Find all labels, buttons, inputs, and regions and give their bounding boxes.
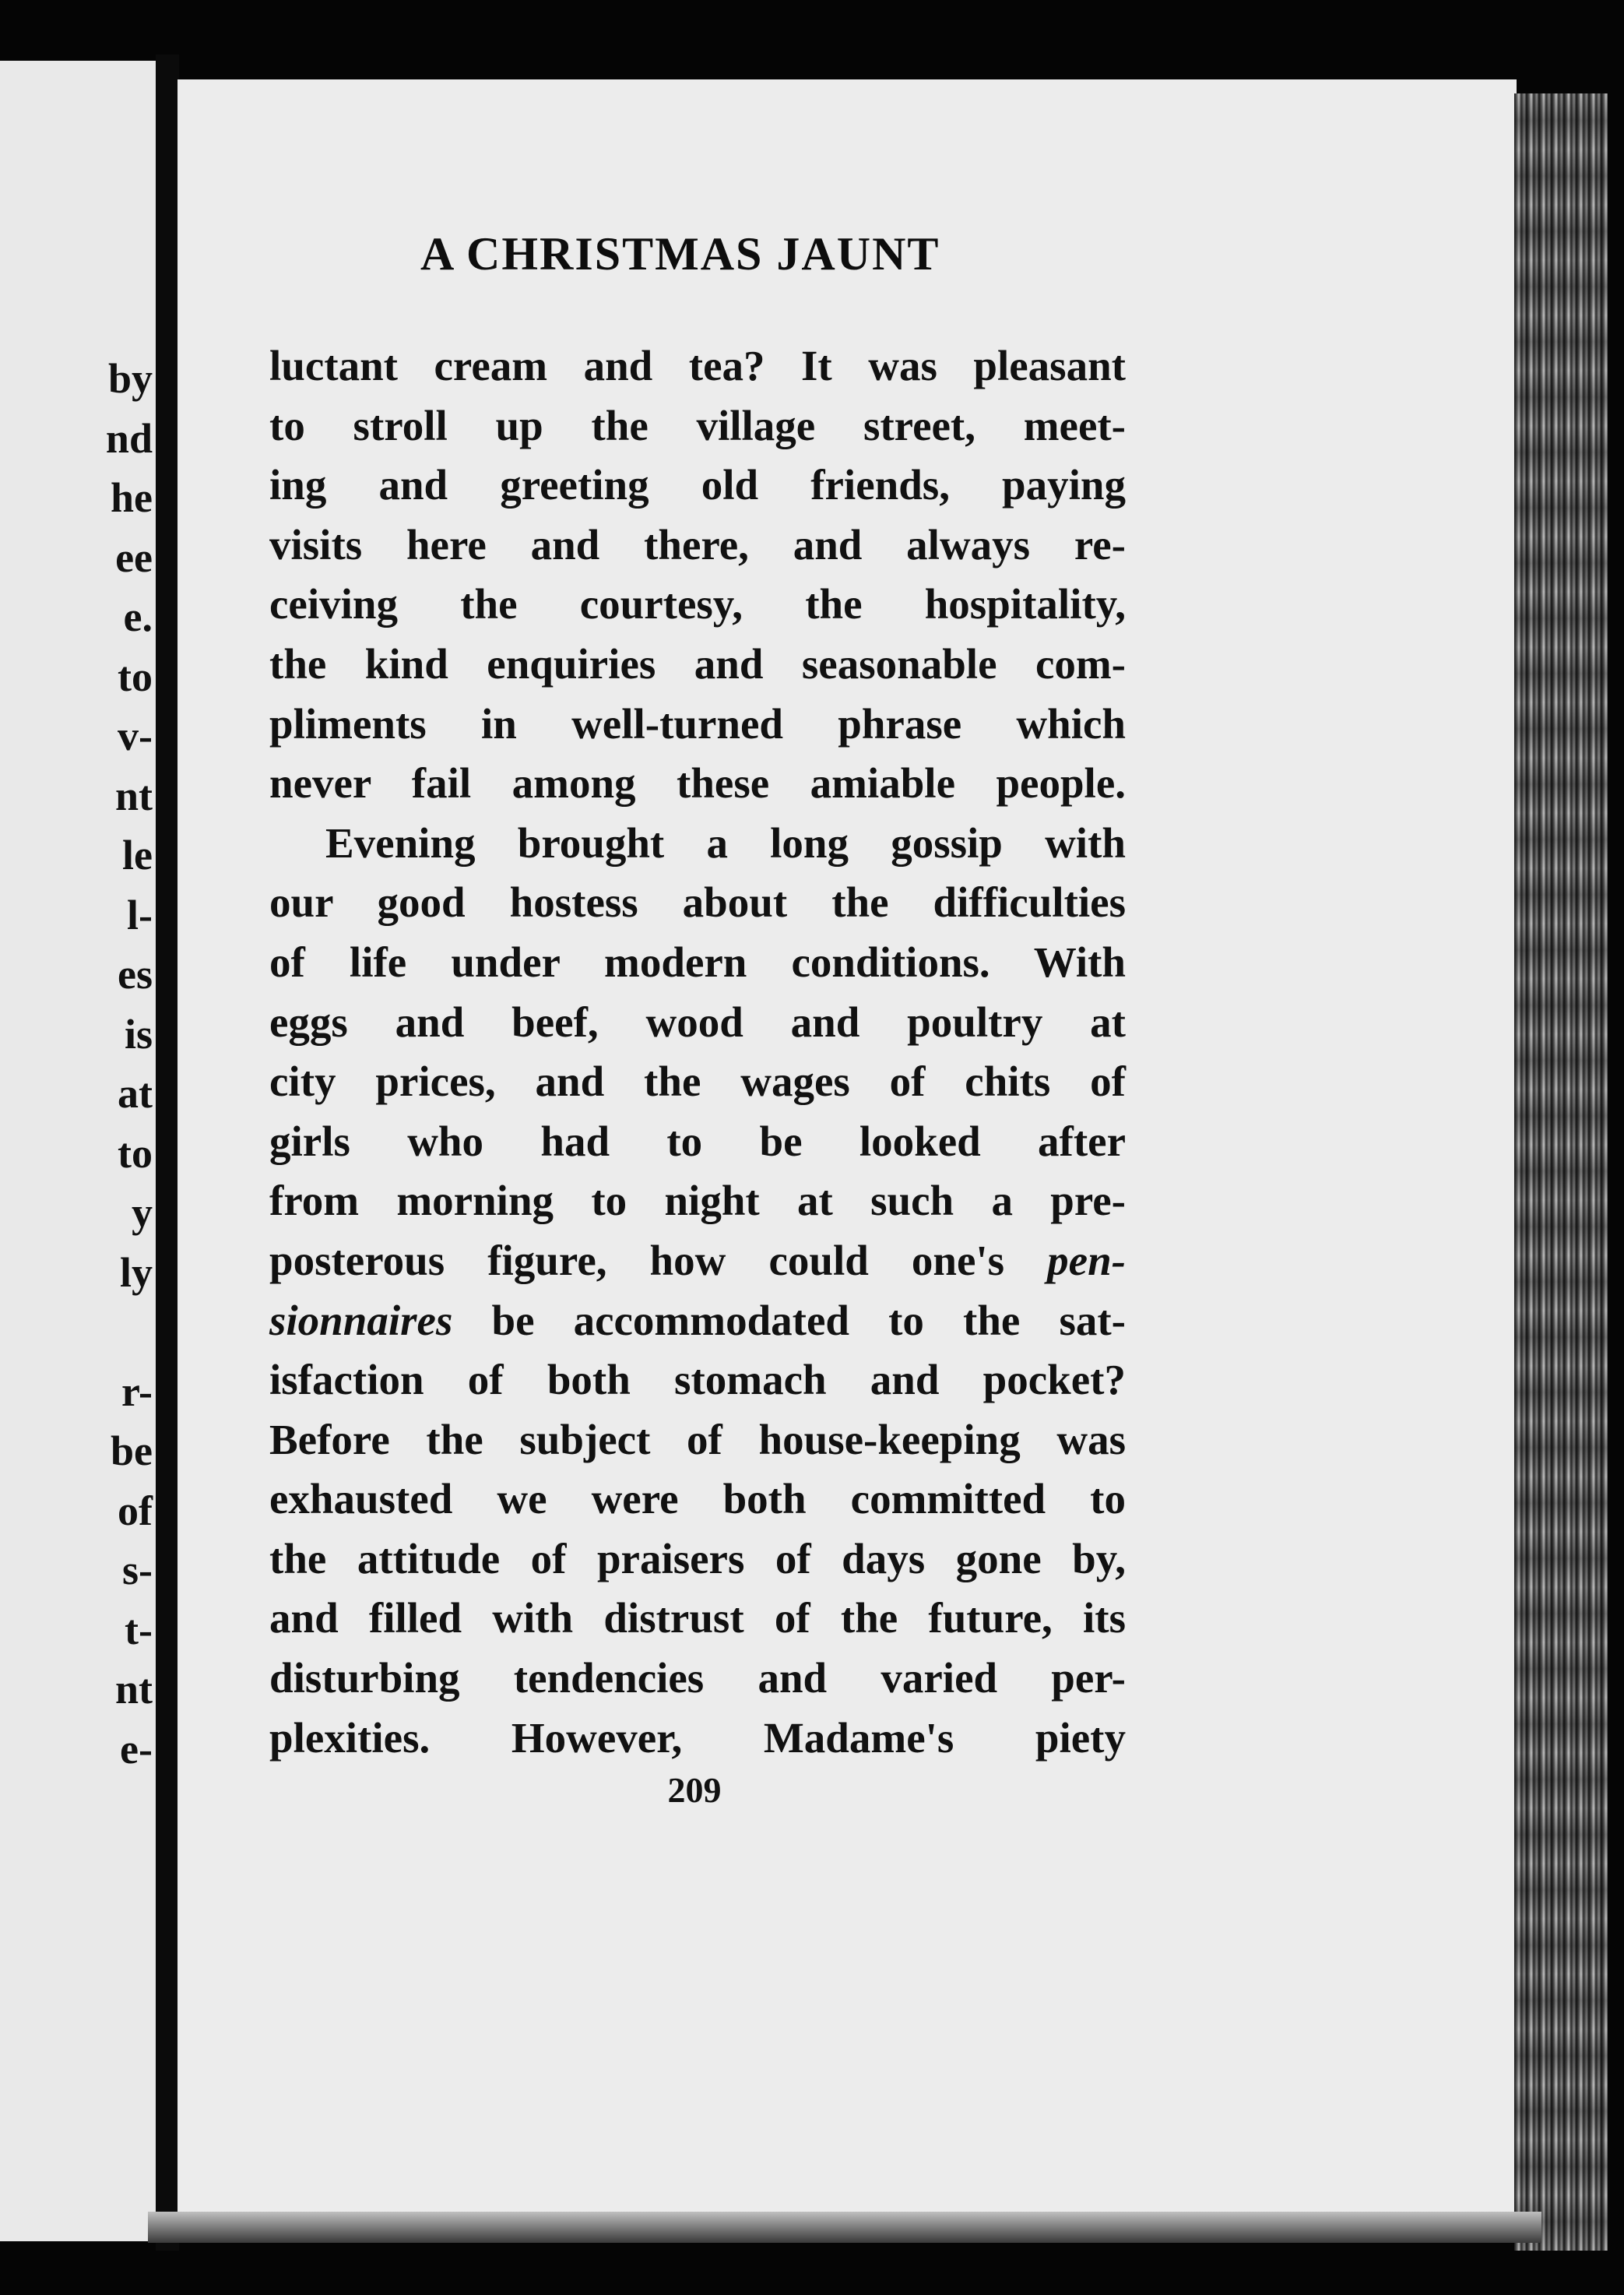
text-line: of life under modern conditions. With — [269, 938, 1126, 986]
facing-page-fragment-line: nt — [114, 1666, 153, 1712]
facing-page-fragment-line: e. — [123, 593, 153, 640]
text-line: ceiving the courtesy, the hospitality, — [269, 580, 1126, 628]
facing-page-fragment-line: to — [118, 653, 153, 700]
text-line: visits here and there, and always re- — [269, 520, 1126, 568]
book-gutter — [156, 55, 179, 2251]
text-line: Before the subject of house-keeping was — [269, 1415, 1126, 1463]
facing-page-fragment-line — [106, 1302, 153, 1362]
text-line: from morning to night at such a pre- — [269, 1177, 1126, 1225]
text-line: luctant cream and tea? It was pleasant — [269, 342, 1126, 389]
facing-page-fragment-line: e- — [120, 1725, 153, 1772]
facing-page-fragment-line: s- — [122, 1547, 153, 1593]
facing-page-line-endings — [106, 349, 153, 1779]
text-line: eggs and beef, wood and poultry at — [269, 998, 1126, 1046]
facing-page-fragment-line: ly — [119, 1248, 153, 1296]
facing-page-fragment-line: of — [118, 1487, 153, 1534]
facing-page-fragment-line: by — [107, 355, 153, 402]
facing-page-fragment-line: to — [118, 1129, 153, 1177]
text-line: girls who had to be looked after — [269, 1117, 1126, 1165]
text-line: the kind enquiries and seasonable com- — [269, 639, 1126, 688]
text-line-start: posterous figure, how could one's — [269, 1236, 1048, 1284]
running-head: A CHRISTMAS JAUNT — [420, 228, 940, 280]
text-line: plexities. However, Madame's piety — [269, 1713, 1126, 1762]
text-line: to stroll up the village street, meet- — [269, 401, 1126, 449]
facing-page-fragment-line: le — [122, 832, 153, 878]
facing-page-fragment-line: t- — [125, 1606, 153, 1653]
text-line: isfaction of both stomach and pocket? — [269, 1356, 1126, 1404]
text-line: ing and greeting old friends, paying — [269, 461, 1126, 509]
facing-page-fragment-line: be — [111, 1427, 153, 1474]
facing-page-fragment-line: is — [124, 1010, 153, 1058]
facing-page-fragment-line: at — [118, 1070, 153, 1117]
text-line — [269, 1291, 1126, 1351]
text-line: city prices, and the wages of chits of — [269, 1058, 1126, 1106]
text-line: exhausted we were both committed to — [269, 1475, 1126, 1523]
text-line: never fail among these amiable people. — [269, 759, 1126, 808]
text-line: the attitude of praisers of days gone by, — [269, 1534, 1126, 1582]
text-line: pliments in well-turned phrase which — [269, 699, 1126, 748]
facing-page-fragment-line: v- — [118, 713, 153, 759]
italic-word: pen- — [1047, 1236, 1126, 1284]
page-block-edge — [1514, 93, 1608, 2251]
facing-page-fragment-line: l- — [127, 891, 153, 938]
facing-page-fragment-line: es — [118, 951, 153, 998]
facing-page-fragment-line: nd — [105, 414, 153, 462]
page-bottom-edge — [148, 2212, 1541, 2243]
text-line — [269, 1231, 1126, 1291]
text-line: disturbing tendencies and varied per- — [269, 1654, 1126, 1702]
page-number: 209 — [667, 1770, 722, 1810]
italic-word: sionnaires — [269, 1296, 453, 1344]
text-line-rest: be accommodated to the sat- — [452, 1296, 1126, 1344]
facing-page-fragment-line: nt — [114, 772, 153, 819]
facing-page-fragment-line: r- — [121, 1367, 153, 1415]
body-text — [269, 336, 1126, 1768]
facing-page-fragment-line: y — [132, 1189, 153, 1236]
text-line: Evening brought a long gossip with — [325, 818, 1126, 867]
text-line: and filled with distrust of the future, its — [269, 1594, 1126, 1642]
text-line: our good hostess about the difficulties — [269, 878, 1126, 927]
facing-page-fragment-line: he — [111, 474, 153, 521]
facing-page-fragment — [0, 61, 156, 2241]
facing-page-fragment-line: ee — [115, 533, 153, 581]
